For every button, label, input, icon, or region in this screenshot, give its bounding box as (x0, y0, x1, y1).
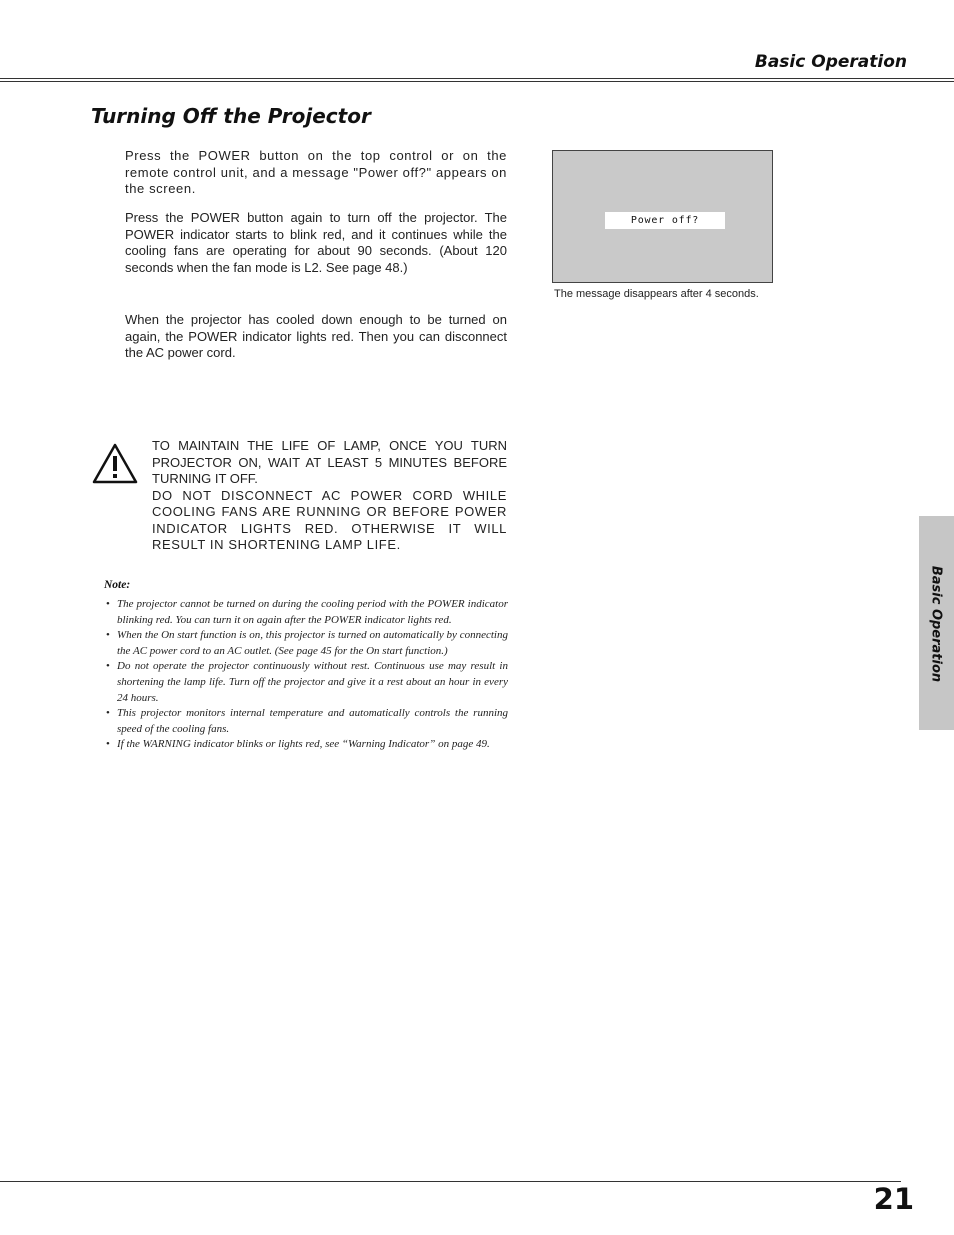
warning-text-2: DO NOT DISCONNECT AC POWER CORD WHILE COOLING FANS ARE RUNNING OR BEFORE POWER INDICATOR LIGHTS RED. OTHERWISE IT WILL RESULT IN SHORTENING LAMP LIFE. (152, 487, 507, 552)
warning-triangle-icon (92, 443, 138, 484)
lamp-warning (152, 438, 507, 554)
instruction-paragraph-1: Press the POWER button on the top control or on the remote control unit, and a message "Power off?" appears on the screen. (125, 148, 507, 196)
side-tab-label: Basic Operation (928, 565, 944, 683)
note-item: • Do not operate the projector continuously without rest. Continuous use may result in shortening the lamp life. Turn off the projector and give it a rest about an hour in every 24 hours. (104, 659, 508, 706)
section-label: Basic Operation (754, 52, 907, 72)
page-title: Turning Off the Projector (91, 104, 371, 128)
footer-rule (0, 1181, 901, 1182)
note-item: • When the On start function is on, this projector is turned on automatically by connecting the AC power cord to an AC outlet. (See page 45 for the On start function.) (104, 628, 508, 659)
screen-illustration (552, 150, 773, 283)
note-item: • If the WARNING indicator blinks or lights red, see “Warning Indicator” on page 49. (104, 737, 508, 753)
page-number: 21 (873, 1182, 914, 1216)
warning-text-1: TO MAINTAIN THE LIFE OF LAMP, ONCE YOU TURN PROJECTOR ON, WAIT AT LEAST 5 MINUTES BEFORE TURNING IT OFF. (152, 438, 507, 486)
power-off-message: Power off? (605, 212, 725, 229)
instruction-paragraph-2: Press the POWER button again to turn off the projector. The POWER indicator starts to blink red, and it continues while the cooling fans are operating for about 90 seconds. (About 120 seconds when the fan mode is L2. See page 48.) (125, 210, 507, 275)
note-item: • This projector monitors internal temperature and automatically controls the running speed of the cooling fans. (104, 706, 508, 737)
instruction-paragraph-3: When the projector has cooled down enough to be turned on again, the POWER indicator lights red. Then you can disconnect the AC power cord. (125, 312, 507, 360)
note-list (104, 597, 508, 753)
note-item: • The projector cannot be turned on during the cooling period with the POWER indicator blinking red. You can turn it on again after the POWER indicator lights red. (104, 597, 508, 628)
note-label: Note: (104, 579, 131, 591)
header-rule-top (0, 78, 954, 79)
screen-caption: The message disappears after 4 seconds. (554, 288, 759, 300)
header-rule-bottom (0, 81, 954, 82)
side-tab (919, 516, 954, 730)
